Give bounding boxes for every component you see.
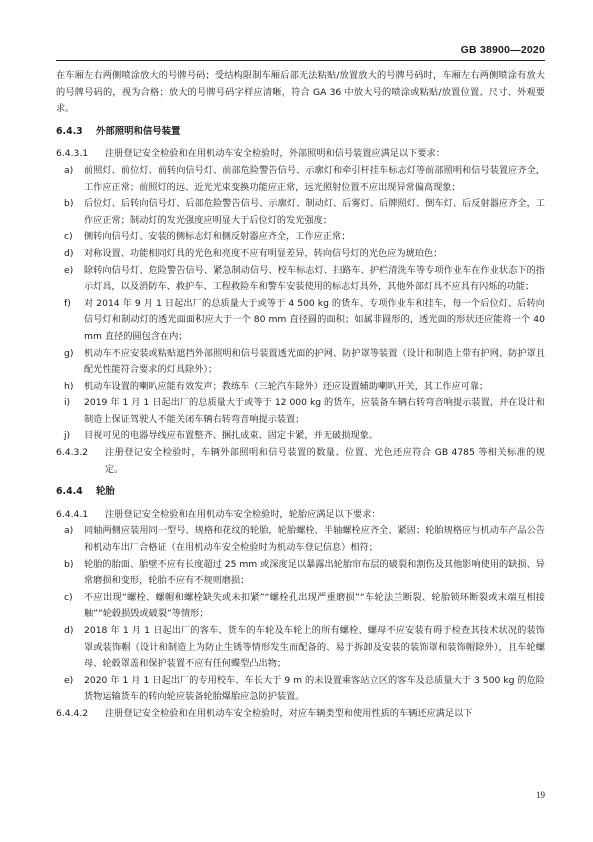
item-marker: j) xyxy=(64,430,71,442)
section-number: 6.4.4 xyxy=(56,486,83,498)
list-item xyxy=(56,163,545,196)
item-marker: c) xyxy=(64,591,73,603)
item-text: 2018 年 1 月 1 日起出厂的客车、货车的车轮及车轮上的所有螺栓、螺母不应安装有碍于检查其技术状况的装饰罩或装饰帽（设计和制造上为防止生锈等情形发生而配备的、易于拆卸及安装的装饰罩和装饰帽除外），且车轮螺母、轮毂罩盖和保护装置不应有任何蝶型凸出物； xyxy=(84,625,545,670)
list-item xyxy=(56,246,545,263)
clause-6-4-3-1-items xyxy=(56,163,545,445)
item-text: 除转向信号灯、危险警告信号、紧急制动信号、校车标志灯、扫路车、护栏清洗车等专项作业车在作业状态下的指示灯具，以及消防车、救护车、工程救险车和警车安装使用的标志灯具外，其他外部灯具不应具有闪烁的功能； xyxy=(84,264,545,293)
item-text: 后位灯、后转向信号灯、后部危险警告信号、示廓灯、制动灯、后雾灯、后牌照灯、倒车灯、后反射器应齐全，工作应正常；制动灯的发光强度应明显大于后位灯的发光强度； xyxy=(84,198,545,226)
item-marker: c) xyxy=(64,231,73,243)
item-marker: e) xyxy=(64,264,74,276)
clause-6-4-4-1 xyxy=(56,507,545,524)
clause-text: 注册登记安全检验和在用机动车安全检验时，轮胎应满足以下要求： xyxy=(105,508,381,520)
item-text: 2019 年 1 月 1 日起出厂的总质量大于或等于 12 000 kg 的货车，应装备车辆右转弯音响提示装置，并在设计和制造上保证驾驶人不能关闭车辆右转弯音响提示装置； xyxy=(84,397,545,425)
list-item xyxy=(56,590,545,623)
clause-text: 注册登记安全检验和在用机动车安全检验时，外部照明和信号装置应满足以下要求： xyxy=(105,148,445,160)
list-item xyxy=(56,379,545,396)
item-marker: g) xyxy=(64,347,74,359)
item-text: 侧转向信号灯、安装的侧标志灯和侧反射器应齐全，工作应正常； xyxy=(84,231,351,243)
list-item xyxy=(56,229,545,246)
clause-6-4-3-1 xyxy=(56,146,545,163)
list-item xyxy=(56,523,545,556)
list-item xyxy=(56,428,545,445)
item-text: 同轴两侧应装用同一型号、规格和花纹的轮胎，轮胎螺栓、半轴螺栓应齐全、紧固；轮胎规格应与机动车产品公告和机动车出厂合格证（在用机动车安全检验时为机动车登记信息）相符； xyxy=(84,525,545,554)
item-marker: i) xyxy=(64,397,71,409)
list-item xyxy=(56,196,545,229)
header-rule xyxy=(56,60,545,61)
item-marker: b) xyxy=(64,198,74,210)
section-heading-6-4-3 xyxy=(56,124,545,141)
item-marker: e) xyxy=(64,674,74,686)
item-marker: b) xyxy=(64,558,74,570)
item-text: 轮胎的胎面、胎壁不应有长度超过 25 mm 或深度足以暴露出轮胎帘布层的破裂和割伤及其他影响使用的缺损、异常磨损和变形，轮胎不应有不规则磨损； xyxy=(84,558,545,587)
clause-6-4-4-1-items xyxy=(56,523,545,706)
clause-number: 6.4.4.2 xyxy=(56,707,89,719)
list-item xyxy=(56,395,545,428)
clause-text: 注册登记安全检验时，车辆外部照明和信号装置的数量、位置、光色还应符合 GB 4785 等相关标准的规定。 xyxy=(105,447,545,475)
list-item xyxy=(56,263,545,296)
item-text: 目视可见的电器导线应布置整齐、捆扎成束、固定卡紧，并无破损现象。 xyxy=(84,430,378,442)
page-number: 19 xyxy=(536,790,545,800)
item-marker: f) xyxy=(64,297,71,309)
item-text: 机动车不应安装或粘贴遮挡外部照明和信号装置透光面的护网、防护罩等装置（设计和制造上带有护网、防护罩且配光性能符合要求的灯具除外）； xyxy=(84,347,545,376)
list-item xyxy=(56,346,545,379)
clause-6-4-3-2 xyxy=(56,445,545,478)
item-marker: d) xyxy=(64,625,74,636)
clause-number: 6.4.3.1 xyxy=(56,148,89,160)
item-text: 2020 年 1 月 1 日起出厂的专用校车、车长大于 9 m 的未设置乘客站立区的客车及总质量大于 3 500 kg 的危险货物运输货车的转向轮应装备轮胎爆胎应急防护装置。 xyxy=(84,674,545,703)
item-marker: d) xyxy=(64,247,74,259)
document-body xyxy=(56,68,545,723)
item-text: 对称设置、功能相同灯具的光色和亮度不应有明显差异，转向信号灯的光色应为琥珀色； xyxy=(84,247,443,259)
clause-number: 6.4.4.1 xyxy=(56,508,89,520)
section-number: 6.4.3 xyxy=(56,125,83,137)
section-heading-6-4-4 xyxy=(56,484,545,501)
item-text: 不应出现“螺栓、螺帽和螺栓缺失或未扣紧”“螺栓孔出现严重磨损”“车轮法兰断裂、轮胎锁环断裂或末端互相接触”“轮毂损毁或破裂”等情形； xyxy=(84,591,545,620)
clause-number: 6.4.3.2 xyxy=(56,447,89,459)
item-text: 对 2014 年 9 月 1 日起出厂的总质量大于或等于 4 500 kg 的货车、专项作业车和挂车，每一个后位灯、后转向信号灯和制动灯的透光面面积应大于一个 80 mm 直径圆的面积；如属非圆形的，透光面的形状还应能将一个 40 mm 直径的圆包含在内； xyxy=(84,297,545,342)
list-item xyxy=(56,557,545,590)
section-title: 轮胎 xyxy=(96,486,115,498)
list-item xyxy=(56,673,545,706)
item-marker: h) xyxy=(64,380,74,392)
intro-paragraph: 在车厢左右两侧喷涂放大的号牌号码；受结构限制车厢后部无法粘贴/放置放大的号牌号码时，车厢左右两侧喷涂有放大的号牌号码的，视为合格；放大的号牌号码字样应清晰，符合 GA 36 中放大号的喷涂或粘贴/放置位置、尺寸、外观要求。 xyxy=(56,70,545,115)
clause-6-4-4-2 xyxy=(56,706,545,723)
standard-code: GB 38900—2020 xyxy=(460,44,545,56)
section-title: 外部照明和信号装置 xyxy=(96,125,181,137)
item-text: 机动车设置的喇叭应能有效发声；教练车（三轮汽车除外）还应设置辅助喇叭开关，其工作应可靠； xyxy=(84,380,489,392)
list-item xyxy=(56,296,545,346)
item-marker: a) xyxy=(64,164,74,176)
list-item xyxy=(56,623,545,673)
item-text: 前照灯、前位灯、前转向信号灯、前部危险警告信号、示廓灯和牵引杆挂车标志灯等前部照明和信号装置应齐全，工作应正常；前照灯的远、近光光束变换功能应正常，远光照射位置不应出现异常偏高现象； xyxy=(84,164,545,193)
item-marker: a) xyxy=(64,525,74,537)
clause-text: 注册登记安全检验和在用机动车安全检验时，对应车辆类型和使用性质的车辆还应满足以下 xyxy=(105,707,473,719)
